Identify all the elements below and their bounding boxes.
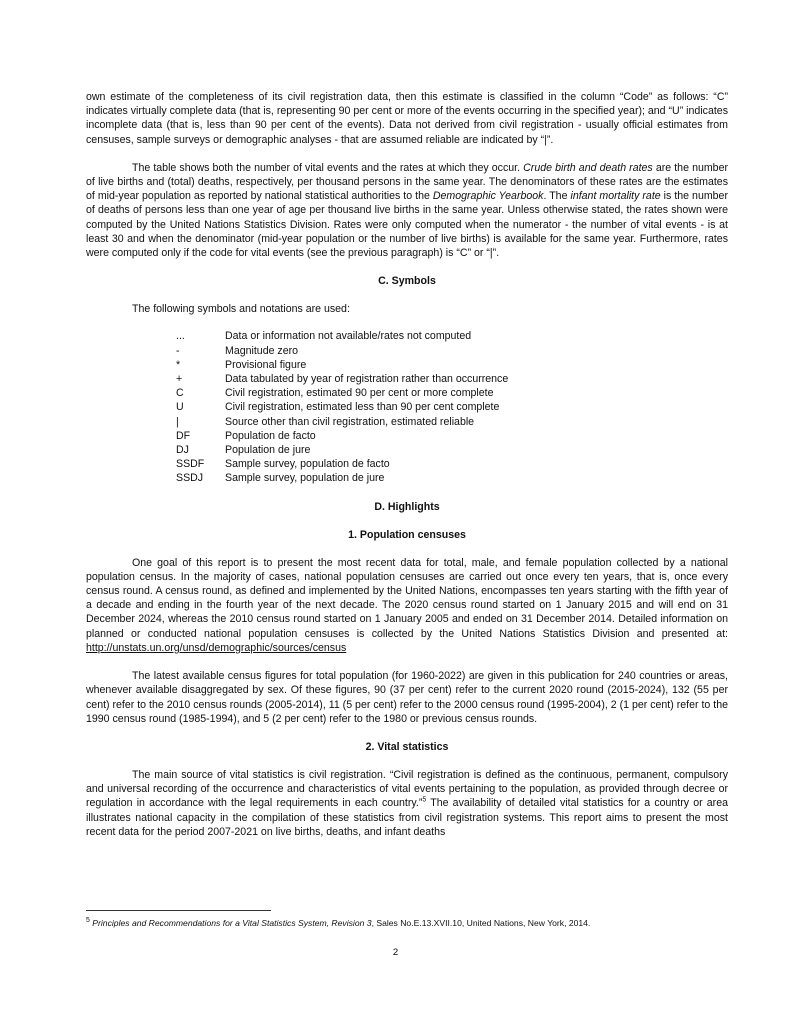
symbol-code: DJ	[176, 444, 189, 457]
text-run: are the number of live births and (total) deaths, respectively, per thousand persons in the same year. The denominators of these rates are the estimates of mid-year population as reported by national statistical authorities to the	[86, 161, 728, 203]
symbol-row	[176, 457, 728, 471]
symbol-row	[176, 358, 728, 372]
paragraph-vital-statistics	[86, 768, 728, 839]
footnote	[86, 918, 590, 929]
symbol-desc: Provisional figure	[225, 358, 307, 371]
symbol-code: |	[176, 415, 179, 428]
symbols-intro: The following symbols and notations are used:	[132, 303, 350, 316]
heading-highlights: D. Highlights	[374, 500, 440, 513]
footnote-title: Principles and Recommendations for a Vital Statistics System, Revision 3	[92, 918, 372, 928]
symbol-row	[176, 372, 728, 386]
emphasis-text: Demographic Yearbook	[432, 190, 544, 203]
emphasis-text: infant mortality rate	[570, 190, 661, 203]
symbol-row	[176, 443, 728, 457]
symbol-row	[176, 415, 728, 429]
heading-symbols: C. Symbols	[378, 275, 436, 288]
symbol-desc: Data tabulated by year of registration rather than occurrence	[225, 373, 509, 386]
symbol-row	[176, 386, 728, 400]
symbol-desc: Sample survey, population de facto	[225, 458, 390, 471]
symbol-row	[176, 400, 728, 414]
text-run: One goal of this report is to present the most recent data for total, male, and female population collected by a national population census. In the majority of cases, national population censuses are carried out once every ten years, that is, once every census round. A census round, as defined and implemented by the United Nations, encompasses ten years starting with the fifth year of a decade and ending in the fourth year of the next decade. The 2020 census round started on 1 January 2015 and will end on 31 December 2024, whereas the 2010 census round started on 1 January 2005 and ended on 31 December 2014. Detailed information on planned or conducted national population censuses is collected by the United Nations Statistics Division and presented at:	[86, 556, 728, 640]
footnote-reference[interactable]: 5	[422, 796, 427, 804]
footnote-rest: , Sales No.E.13.XVII.10, United Nations, New York, 2014.	[371, 918, 591, 928]
paragraph-rates	[86, 161, 728, 260]
symbol-code: U	[176, 401, 184, 414]
symbol-code: SSDJ	[176, 472, 204, 485]
paragraph-census-figures: The latest available census figures for total population (for 1960-2022) are given in this publication for 240 countries or areas, whenever available disaggregated by sex. Of these figures, 90 (37 per cent) refer to the current 2020 round (2015-2024), 132 (55 per cent) refer to the 2010 census rounds (2005-2014), 11 (5 per cent) refer to the 2000 census round (1995-2004), 2 (1 per cent) refer to the 1990 census round (1985-1994), and 5 (2 per cent) refer to the 1980 or previous census rounds.	[86, 670, 728, 725]
paragraph-census-rounds	[86, 556, 728, 655]
document-body	[86, 90, 728, 839]
text-run: The availability of detailed vital statistics for a country or area illustrates national capacity in the compilation of these statistics from civil registration systems. This report aims to present the most recent data for the period 2007-2021 on live births, deaths, and infant deaths	[86, 797, 728, 838]
symbol-desc: Civil registration, estimated less than 90 per cent complete	[225, 401, 500, 414]
census-link[interactable]: http://unstats.un.org/unsd/demographic/sources/census	[86, 641, 347, 654]
symbol-code: ...	[176, 330, 185, 343]
symbol-desc: Sample survey, population de jure	[225, 472, 385, 485]
symbol-code: C	[176, 387, 184, 400]
symbol-desc: Data or information not available/rates not computed	[225, 330, 472, 343]
paragraph-completeness-codes: own estimate of the completeness of its civil registration data, then this estimate is classified in the column “Code” as follows: “C” indicates virtually complete data (that is, representing 90 per cent or more of the events occurring in the specified year); and “U” indicates incomplete data (that is, less than 90 per cent of the events). Data not derived from civil registration - usually official estimates from censuses, sample surveys or demographic analyses - that are assumed reliable are indicated by “|”.	[86, 91, 728, 146]
text-run: . The	[543, 190, 571, 203]
symbol-code: SSDF	[176, 458, 205, 471]
text-run: The table shows both the number of vital events and the rates at which they occur.	[132, 161, 524, 174]
symbol-row	[176, 471, 728, 485]
footnote-divider	[86, 910, 271, 911]
symbol-desc: Population de facto	[225, 429, 316, 442]
symbol-desc: Source other than civil registration, estimated reliable	[225, 415, 475, 428]
page-number: 2	[392, 947, 399, 958]
footnote-mark: 5	[86, 917, 90, 925]
heading-population-censuses: 1. Population censuses	[348, 528, 466, 541]
symbol-row	[176, 329, 728, 343]
symbol-code: -	[176, 344, 180, 357]
heading-vital-statistics: 2. Vital statistics	[365, 740, 449, 753]
symbols-list	[176, 329, 728, 485]
symbol-row	[176, 429, 728, 443]
symbol-code: *	[176, 358, 181, 371]
symbol-desc: Population de jure	[225, 444, 311, 457]
symbol-code: DF	[176, 429, 191, 442]
symbol-row	[176, 344, 728, 358]
symbol-desc: Civil registration, estimated 90 per cent or more complete	[225, 387, 494, 400]
symbol-desc: Magnitude zero	[225, 344, 299, 357]
symbol-code: +	[176, 373, 183, 386]
text-run: The main source of vital statistics is civil registration. “Civil registration is defined as the continuous, permanent, compulsory and universal recording of the occurrence and characteristics of vital events pertaining to the population, as provided through decree or regulation in accordance with the legal requirements in each country.”	[86, 768, 728, 810]
text-run: is the number of deaths of persons less than one year of age per thousand live births in the same year. Unless otherwise stated, the rates shown were computed by the United Nations Statistics Division. Rates were only computed when the numerator - the number of vital events - is at least 30 and when the denominator (mid-year population or the number of live births) is available for the same year. Furthermore, rates were computed only if the code for vital events (see the previous paragraph) is “C” or “|”.	[86, 190, 728, 260]
emphasis-text: Crude birth and death rates	[523, 161, 653, 174]
